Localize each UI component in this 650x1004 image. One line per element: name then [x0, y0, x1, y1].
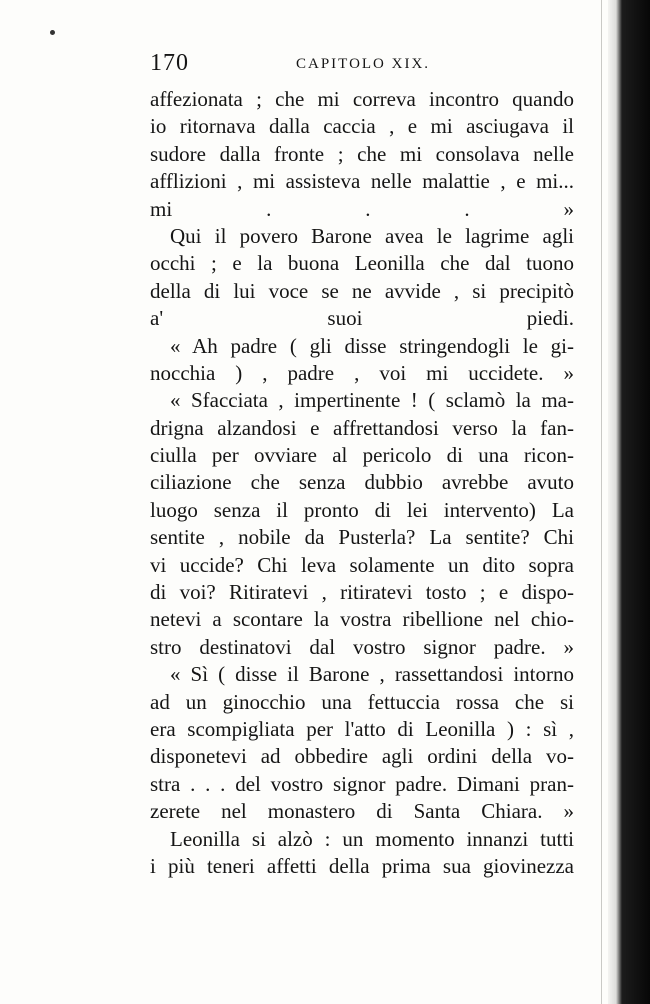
text-line: « Ah padre ( gli disse stringendogli le gi-	[170, 333, 574, 358]
text-line: della di lui voce se ne avvide , si precipitò	[150, 278, 574, 303]
text-line: Leonilla si alzò : un momento innanzi tutti	[170, 826, 574, 851]
text-line: « Sì ( disse il Barone , rassettandosi intorno	[170, 662, 574, 687]
text-line: era scompigliata per l'atto di Leonilla ) : sì ,	[150, 716, 574, 741]
text-line: stra . . . del vostro signor padre. Dimani pran-	[150, 771, 574, 796]
text-line: drigna alzandosi e affrettandosi verso la fan-	[150, 415, 574, 440]
text-line: afflizioni , mi assisteva nelle malattie , e mi...	[150, 169, 574, 194]
text-line: sentite , nobile da Pusterla? La sentite? Chi	[150, 525, 574, 550]
text-line: affezionata ; che mi correva incontro quando	[150, 87, 574, 111]
text-line: di voi? Ritiratevi , ritiratevi tosto ; e dispo-	[150, 580, 574, 605]
body-text	[150, 86, 574, 880]
text-line: Qui il povero Barone avea le lagrime agli	[170, 223, 574, 248]
text-line: a' suoi piedi.	[150, 306, 574, 331]
text-line: occhi ; e la buona Leonilla che dal tuono	[150, 251, 574, 276]
running-head: CAPITOLO XIX.	[296, 56, 431, 72]
text-line: stro destinatovi dal vostro signor padre. »	[150, 634, 574, 659]
text-line: ad un ginocchio una fettuccia rossa che si	[150, 689, 574, 714]
ink-speck	[50, 30, 55, 35]
text-line: sudore dalla fronte ; che mi consolava nelle	[150, 141, 574, 166]
page-header	[150, 50, 574, 80]
text-line: nocchia ) , padre , voi mi uccidete. »	[150, 360, 574, 385]
text-line: i più teneri affetti della prima sua giovinezza	[150, 853, 574, 878]
page-number: 170	[150, 50, 189, 76]
text-line: netevi a scontare la vostra ribellione nel chio-	[150, 607, 574, 632]
text-line: ciliazione che senza dubbio avrebbe avuto	[150, 470, 574, 495]
text-line: mi . . . »	[150, 196, 574, 221]
text-line: io ritornava dalla caccia , e mi asciugava il	[150, 114, 574, 139]
text-line: vi uccide? Chi leva solamente un dito sopra	[150, 552, 574, 577]
text-line: luogo senza il pronto di lei intervento) La	[150, 497, 574, 522]
text-line: zerete nel monastero di Santa Chiara. »	[150, 799, 574, 824]
text-line: disponetevi ad obbedire agli ordini della vo-	[150, 744, 574, 769]
text-line: « Sfacciata , impertinente ! ( sclamò la ma-	[170, 388, 574, 413]
page-fold-line	[601, 0, 602, 1004]
binding-shadow	[608, 0, 650, 1004]
text-line: ciulla per ovviare al pericolo di una ricon-	[150, 443, 574, 468]
